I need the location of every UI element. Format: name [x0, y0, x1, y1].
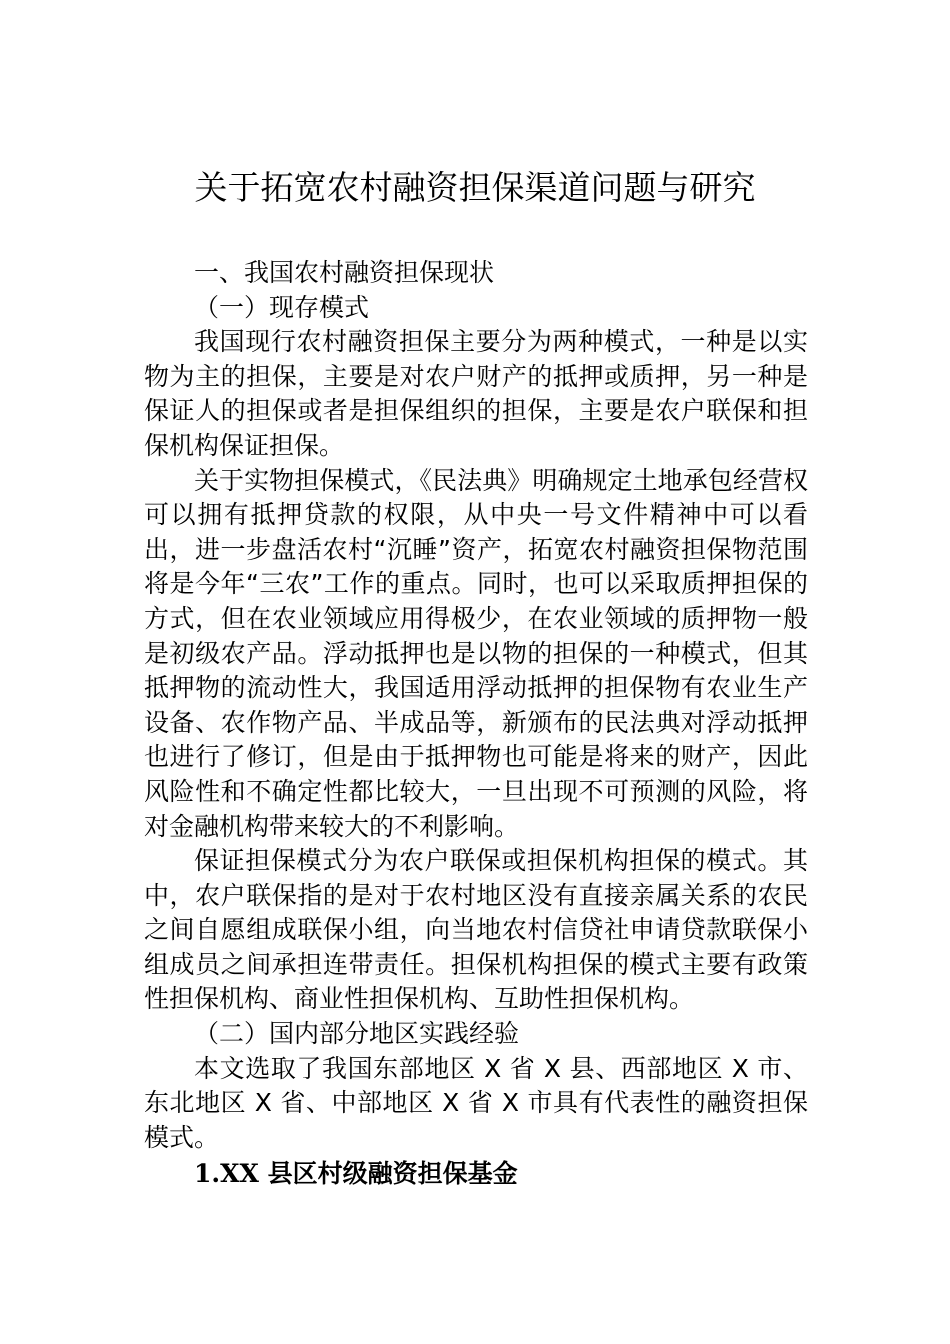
paragraph-4: 本文选取了我国东部地区 X 省 X 县、西部地区 X 市、东北地区 X 省、中部地区 X 省 X 市具有代表性的融资担保模式。 — [144, 1053, 808, 1152]
document-title: 关于拓宽农村融资担保渠道问题与研究 — [194, 168, 756, 207]
subsection-heading-1: （一）现存模式 — [194, 292, 370, 322]
paragraph-3: 保证担保模式分为农户联保或担保机构担保的模式。其中，农户联保指的是对于农村地区没有直接亲属关系的农民之间自愿组成联保小组，向当地农村信贷社申请贷款联保小组成员之间承担连带责任。担保机构担保的模式主要有政策性担保机构、商业性担保机构、互助性担保机构。 — [144, 846, 808, 1014]
subsection-heading-3: 1.XX 县区村级融资担保基金 — [194, 1159, 518, 1189]
subsection-heading-2: （二）国内部分地区实践经验 — [194, 1019, 520, 1049]
section-heading-1: 一、我国农村融资担保现状 — [194, 258, 495, 287]
paragraph-1: 我国现行农村融资担保主要分为两种模式，一种是以实物为主的担保，主要是对农户财产的抵押或质押，另一种是保证人的担保或者是担保组织的担保，主要是农户联保和担保机构保证担保。 — [144, 327, 808, 460]
document-body — [144, 256, 808, 1192]
paragraph-2: 关于实物担保模式，《民法典》明确规定土地承包经营权可以拥有抵押贷款的权限，从中央一号文件精神中可以看出，进一步盘活农村“沉睡”资产，拓宽农村融资担保物范围将是今年“三农”工作的重点。同时，也可以采取质押担保的方式，但在农业领域应用得极少，在农业领域的质押物一般是初级农产品。浮动抵押也是以物的担保的一种模式，但其抵押物的流动性大，我国适用浮动抵押的担保物有农业生产设备、农作物产品、半成品等，新颁布的民法典对浮动抵押也进行了修订，但是由于抵押物也可能是将来的财产，因此风险性和不确定性都比较大，一旦出现不可预测的风险，将对金融机构带来较大的不利影响。 — [144, 465, 808, 841]
